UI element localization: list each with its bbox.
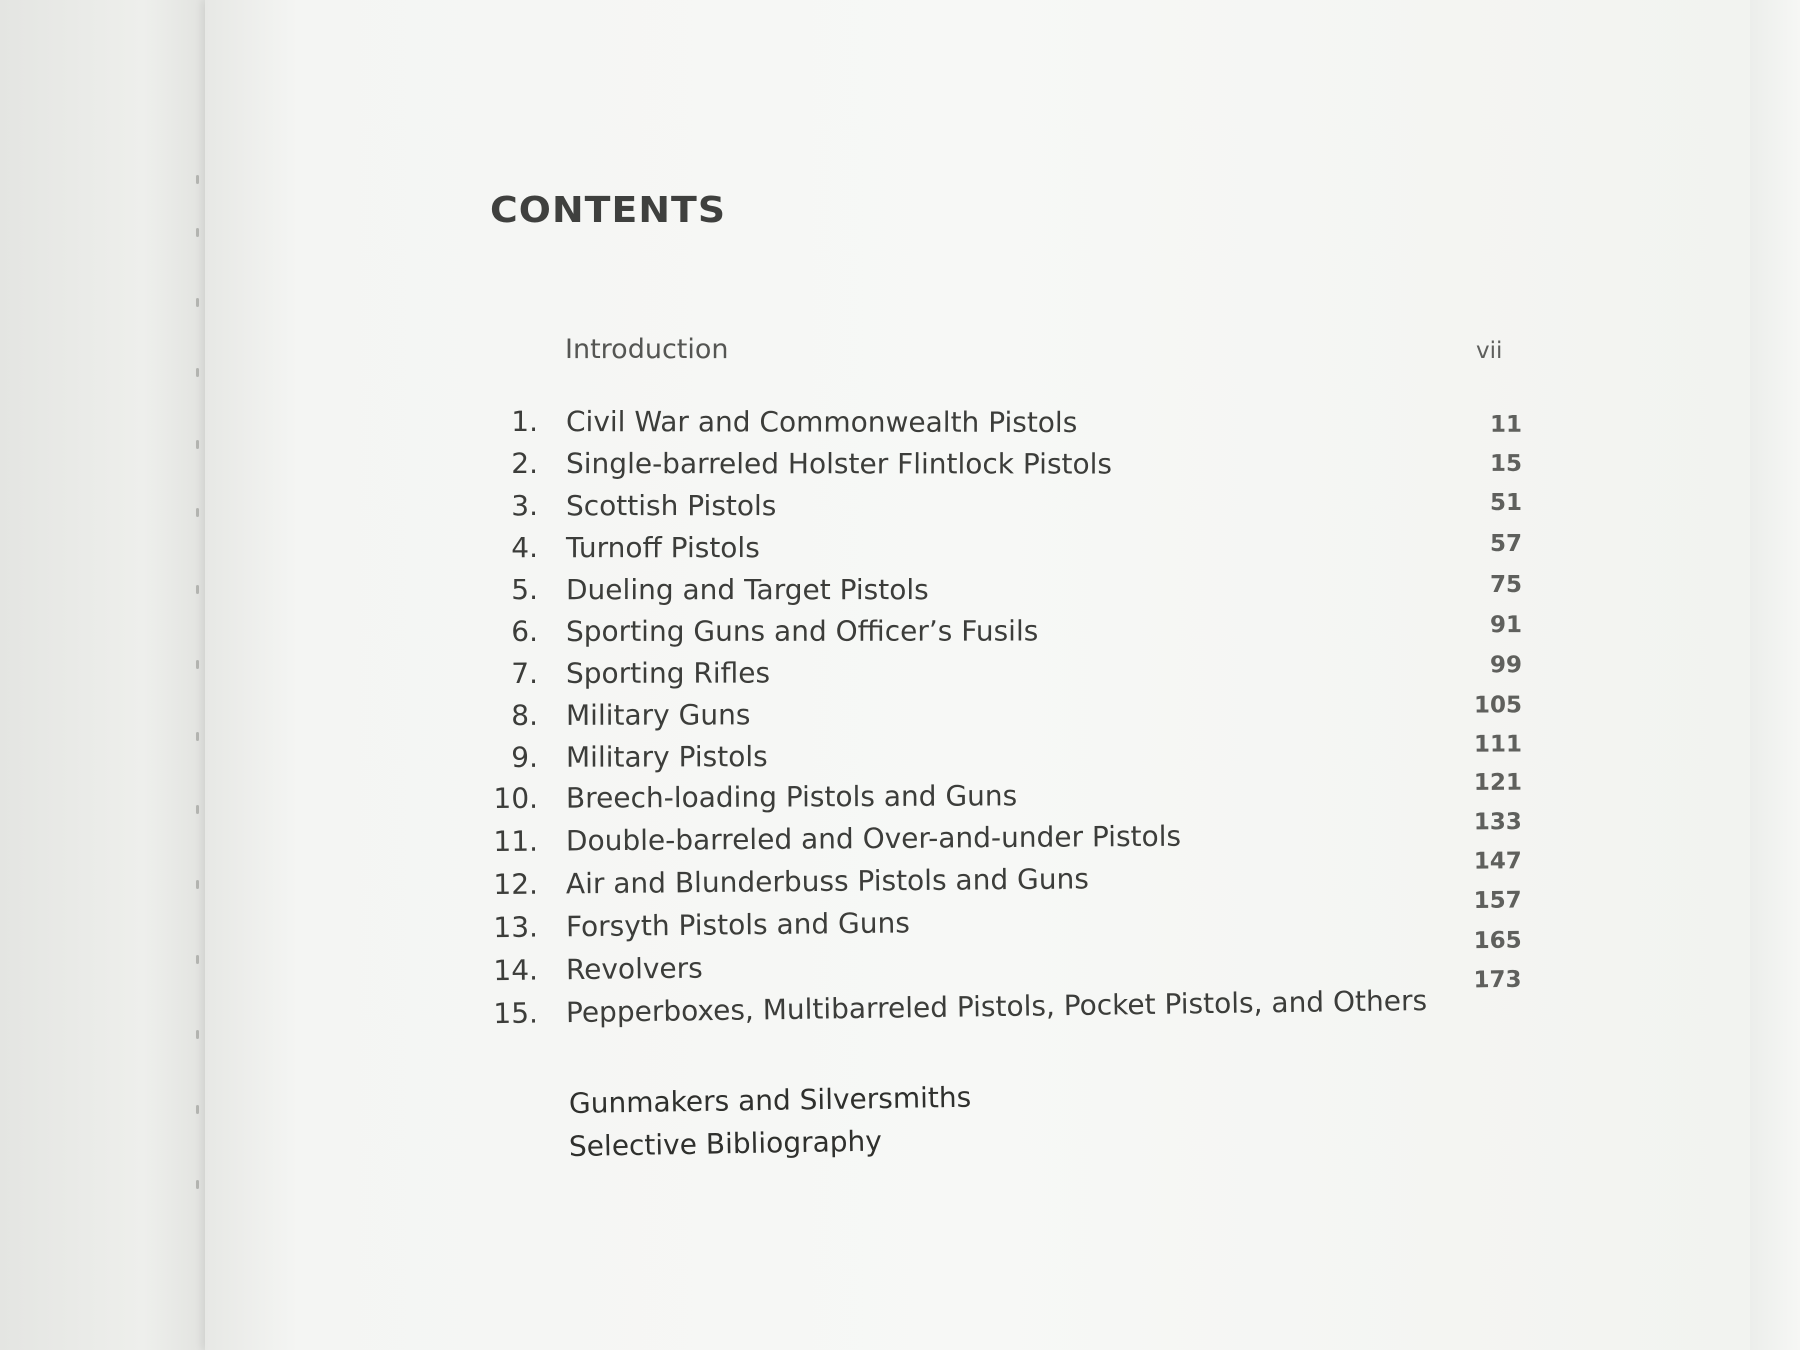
chapter-number: 3. bbox=[511, 489, 538, 522]
chapter-page-number: 75 bbox=[1489, 572, 1522, 598]
chapter-number: 6. bbox=[511, 614, 539, 648]
chapter-number: 2. bbox=[511, 447, 539, 481]
chapter-page-number: 15 bbox=[1489, 450, 1523, 477]
back-matter-gunmakers: Gunmakers and Silversmiths bbox=[568, 1080, 972, 1120]
chapter-entry bbox=[0, 652, 1800, 698]
chapter-page-number: 91 bbox=[1489, 612, 1523, 639]
chapter-title: Turnoff Pistols bbox=[566, 531, 760, 564]
chapter-page-number: 105 bbox=[1473, 692, 1523, 719]
chapter-entry bbox=[0, 573, 1800, 613]
chapter-title: Double-barreled and Over-and-under Pistols bbox=[565, 819, 1182, 858]
chapter-number: 10. bbox=[493, 781, 539, 816]
chapter-title: Dueling and Target Pistols bbox=[566, 573, 929, 606]
chapter-number: 1. bbox=[511, 405, 539, 439]
chapter-entry bbox=[0, 489, 1800, 529]
chapter-entry bbox=[0, 692, 1800, 741]
chapter-number: 14. bbox=[493, 953, 539, 988]
chapter-entry bbox=[0, 614, 1800, 656]
chapter-page-number: 165 bbox=[1473, 927, 1522, 955]
chapter-page-number: 147 bbox=[1473, 848, 1522, 875]
chapter-title: Breech-loading Pistols and Guns bbox=[565, 779, 1018, 815]
chapter-page-number: 51 bbox=[1489, 490, 1522, 516]
chapter-title: Single-barreled Holster Flintlock Pistols bbox=[565, 447, 1113, 481]
introduction-page-number: vii bbox=[1476, 338, 1503, 364]
chapter-number: 15. bbox=[493, 996, 539, 1031]
chapter-page-number: 111 bbox=[1473, 731, 1522, 758]
chapter-number: 12. bbox=[493, 867, 539, 902]
chapter-title: Sporting Guns and Officer’s Fusils bbox=[565, 614, 1039, 648]
chapter-number: 7. bbox=[511, 656, 539, 690]
chapter-page-number: 57 bbox=[1489, 531, 1522, 557]
chapter-title: Civil War and Commonwealth Pistols bbox=[565, 405, 1078, 440]
chapter-page-number: 99 bbox=[1489, 652, 1523, 679]
chapter-number: 4. bbox=[511, 531, 538, 564]
chapter-number: 9. bbox=[511, 740, 539, 774]
chapter-title: Sporting Rifles bbox=[565, 656, 771, 690]
chapter-entry bbox=[0, 447, 1800, 489]
chapter-entry bbox=[0, 404, 1800, 447]
chapter-number: 5. bbox=[511, 573, 538, 606]
chapter-number: 8. bbox=[511, 698, 539, 732]
chapter-number: 13. bbox=[493, 910, 539, 945]
chapter-entry bbox=[0, 531, 1800, 571]
introduction-label: Introduction bbox=[565, 334, 729, 365]
chapter-title: Pepperboxes, Multibarreled Pistols, Pocket Pistols, and Others bbox=[565, 984, 1428, 1030]
chapter-page-number: 11 bbox=[1489, 411, 1523, 438]
contents-heading: CONTENTS bbox=[490, 190, 727, 231]
chapter-number: 11. bbox=[493, 824, 539, 859]
chapter-page-number: 133 bbox=[1473, 808, 1522, 836]
chapter-title: Scottish Pistols bbox=[566, 489, 777, 522]
chapter-title: Military Guns bbox=[565, 698, 751, 732]
chapter-title: Revolvers bbox=[565, 951, 703, 987]
back-matter-bibliography: Selective Bibliography bbox=[568, 1124, 883, 1163]
chapter-page-number: 173 bbox=[1473, 966, 1522, 994]
chapter-title: Forsyth Pistols and Guns bbox=[565, 906, 911, 944]
chapter-page-number: 157 bbox=[1473, 887, 1522, 914]
chapter-page-number: 121 bbox=[1473, 769, 1522, 796]
chapter-title: Military Pistols bbox=[565, 740, 768, 774]
chapter-title: Air and Blunderbuss Pistols and Guns bbox=[565, 862, 1089, 901]
